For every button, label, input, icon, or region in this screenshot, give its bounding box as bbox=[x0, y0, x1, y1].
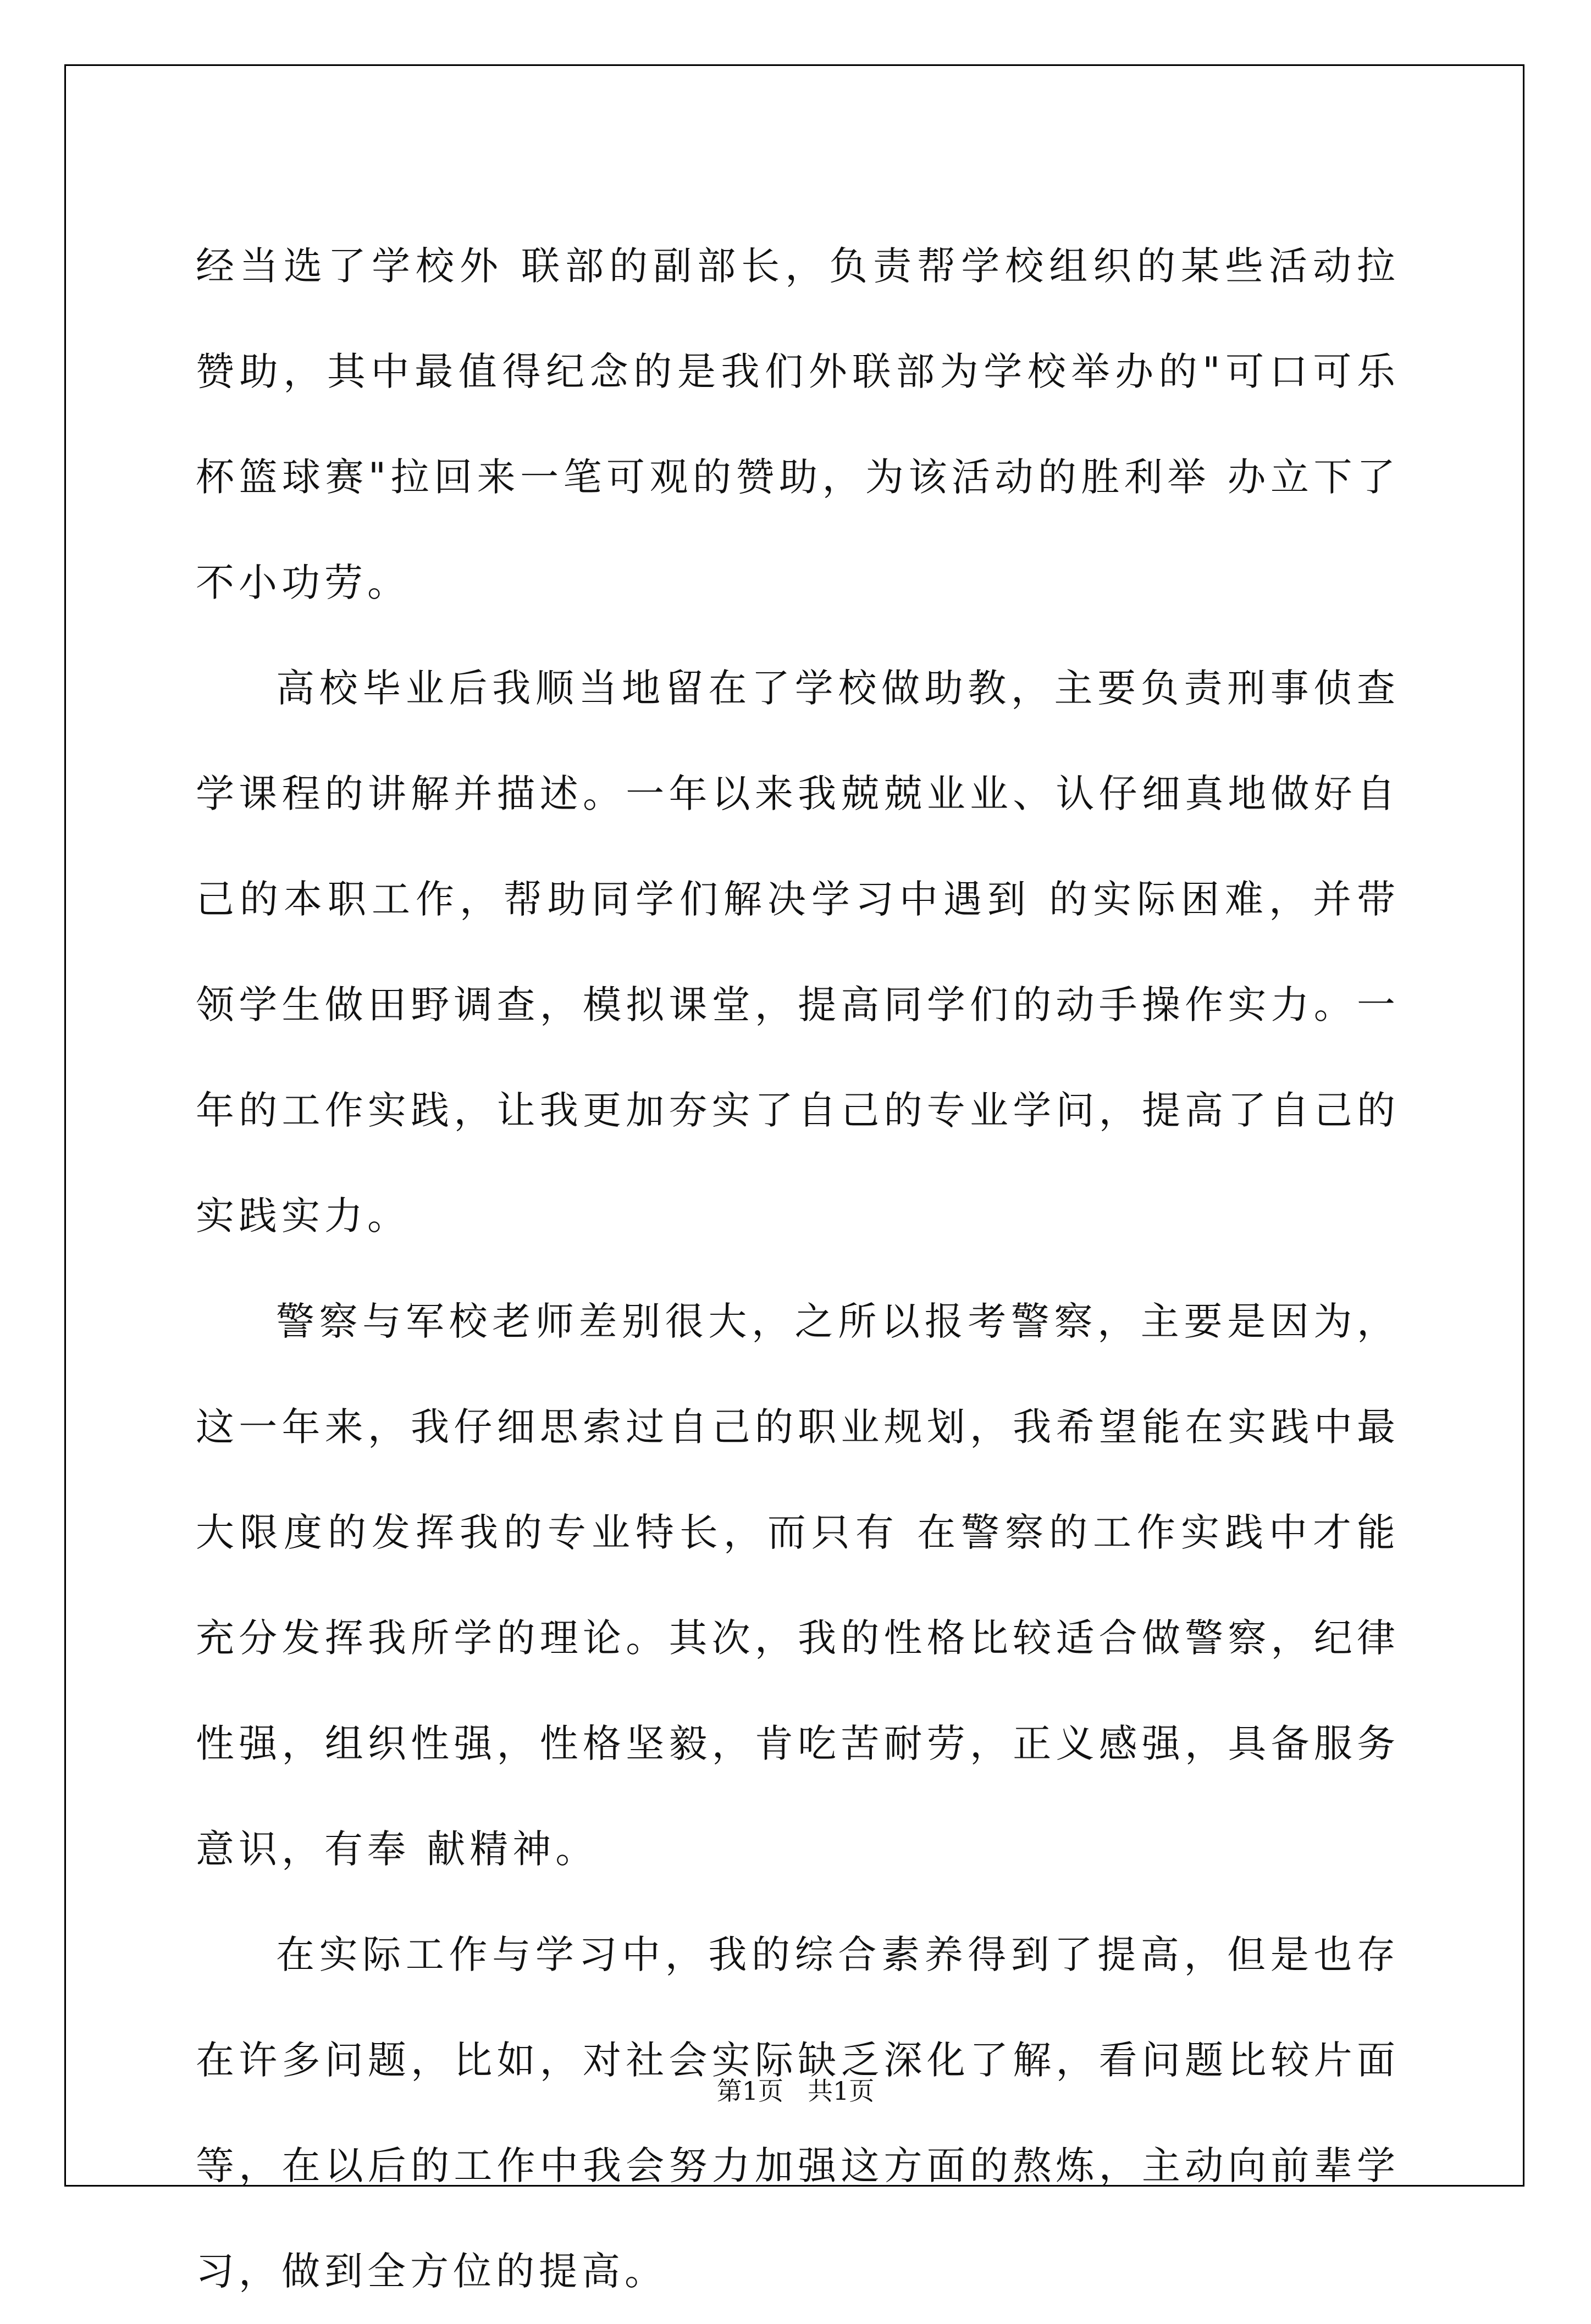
document-body bbox=[196, 213, 1400, 2324]
page-number: 第1页 bbox=[716, 2076, 784, 2106]
paragraph-2: 高校毕业后我顺当地留在了学校做助教，主要负责刑事侦查学课程的讲解并描述。一年以来我兢兢业业、认仔细真地做好自己的本职工作，帮助同学们解决学习中遇到 的实际困难，并带领学生做田野调查，模拟课堂，提高同学们的动手操作实力。一年的工作实践，让我更加夯实了自己的专业学问，提高了自己的实践实力。 bbox=[196, 666, 1400, 1238]
paragraph-4: 在实际工作与学习中，我的综合素养得到了提高，但是也存在许多问题，比如，对社会实际缺乏深化了解，看问题比较片面等，在以后的工作中我会努力加强这方面的熬炼，主动向前辈学习，做到全方位的提高。 bbox=[196, 1932, 1400, 2294]
paragraph-1: 经当选了学校外 联部的副部长，负责帮学校组织的某些活动拉赞助，其中最值得纪念的是我们外联部为学校举办的"可口可乐杯篮球赛"拉回来一笔可观的赞助，为该活动的胜利举 办立下了不小功劳。 bbox=[196, 244, 1400, 605]
page-footer bbox=[0, 2074, 1591, 2107]
total-pages: 共1页 bbox=[807, 2076, 875, 2106]
footer-gap bbox=[783, 2076, 808, 2106]
paragraph-3: 警察与军校老师差别很大，之所以报考警察，主要是因为，这一年来，我仔细思索过自己的职业规划，我希望能在实践中最大限度的发挥我的专业特长，而只有 在警察的工作实践中才能充分发挥我所学的理论。其次，我的性格比较适合做警察，纪律性强，组织性强，性格坚毅，肯吃苦耐劳，正义感强，具备服务意识，有奉 献精神。 bbox=[196, 1299, 1400, 1872]
